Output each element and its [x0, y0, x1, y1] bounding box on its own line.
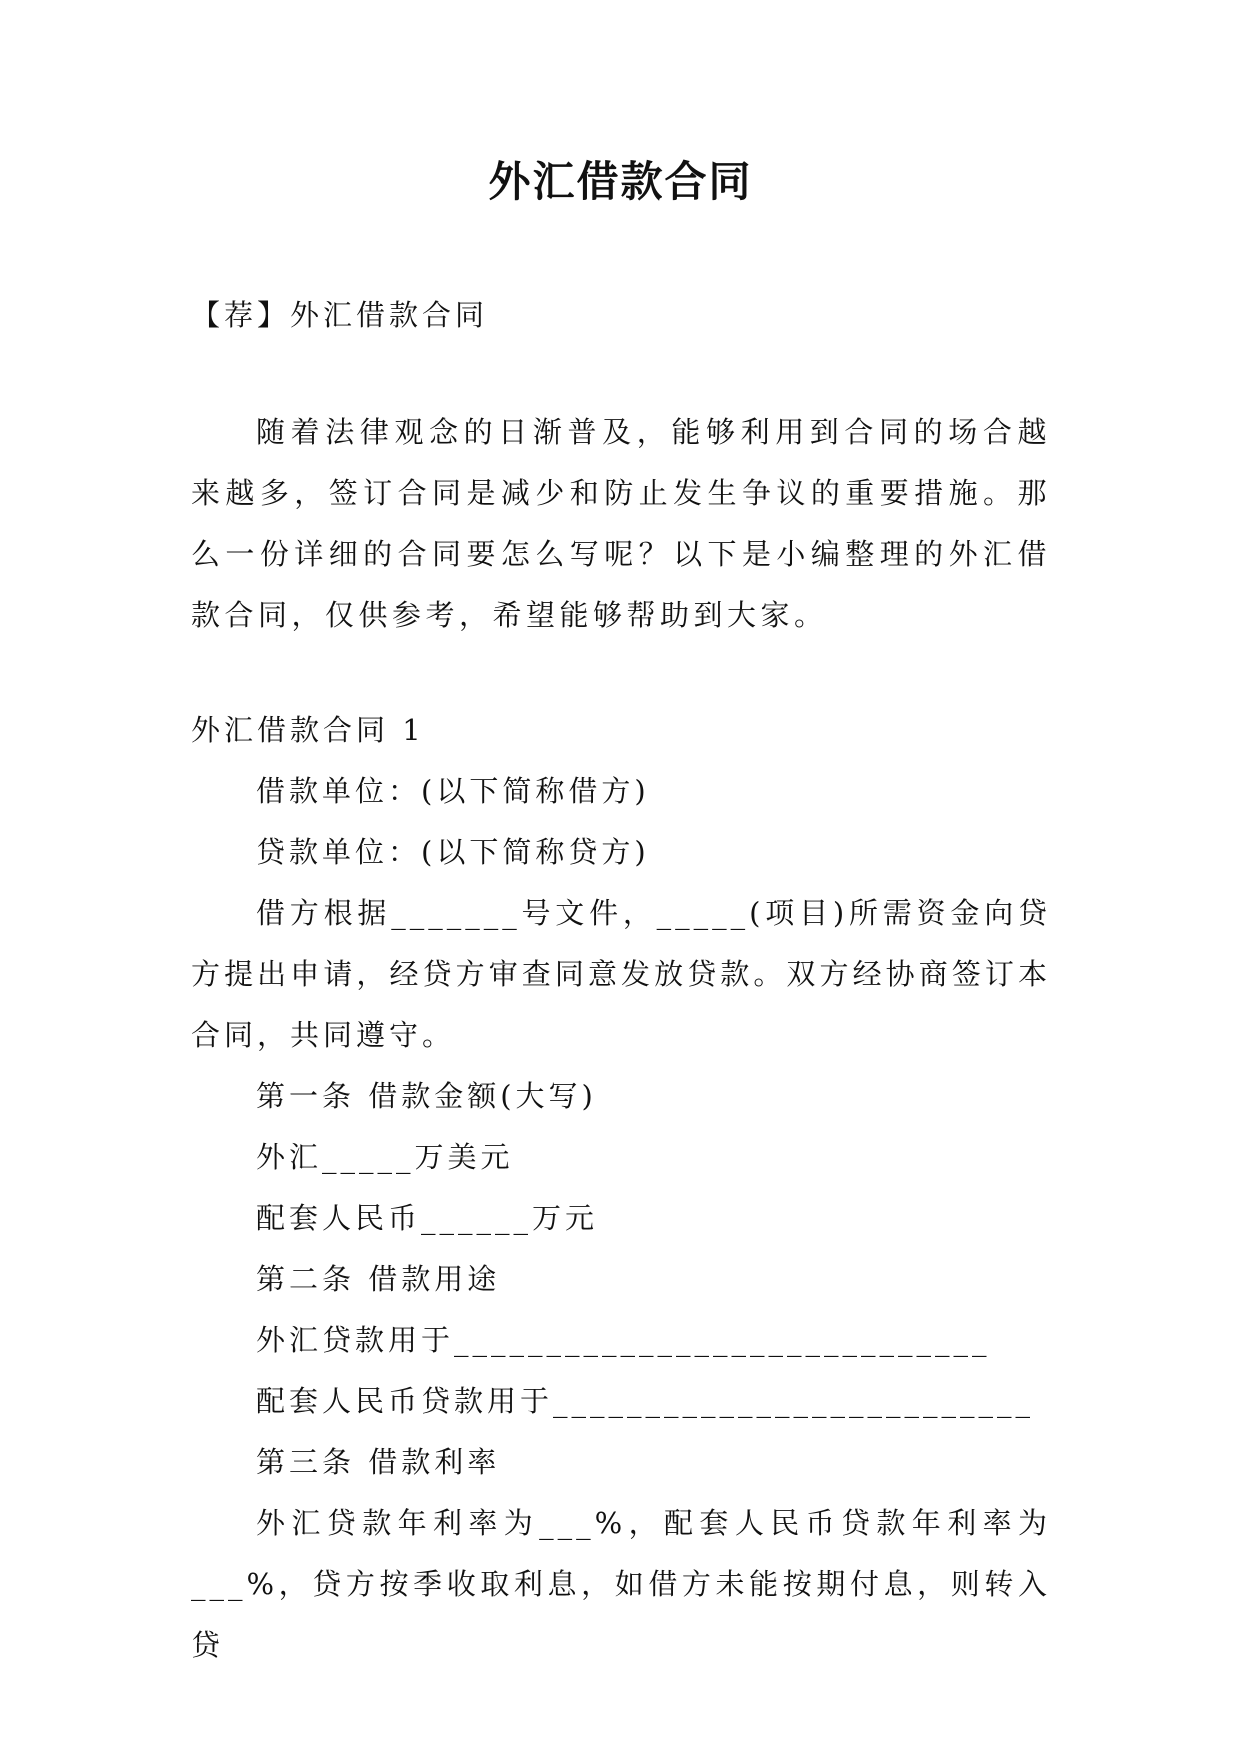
foreign-amount-line: 外汇_____万美元 [256, 1140, 514, 1174]
section-heading: 外汇借款合同 1 [191, 713, 425, 747]
lender-line: 贷款单位：(以下简称贷方) [256, 835, 650, 869]
article-1-heading: 第一条 借款金额(大写) [256, 1079, 597, 1113]
intro-paragraph: 随着法律观念的日渐普及，能够利用到合同的场合越来越多，签订合同是减少和防止发生争议的重要措施。那么一份详细的合同要怎么写呢？以下是小编整理的外汇借款合同，仅供参考，希望能够帮助到大家。 [191, 415, 1051, 632]
borrower-line: 借款单位：(以下简称借方) [256, 774, 650, 808]
document-title: 外汇借款合同 [488, 157, 753, 206]
contract-section [191, 700, 1051, 1676]
foreign-use-line: 外汇贷款用于_____________________________ [256, 1323, 991, 1357]
rmb-use-line: 配套人民币贷款用于__________________________ [256, 1384, 1035, 1418]
application-paragraph: 借方根据_______号文件，_____(项目)所需资金向贷方提出申请，经贷方审查同意发放贷款。双方经协商签订本合同，共同遵守。 [191, 896, 1051, 1052]
document-subtitle: 【荐】外汇借款合同 [191, 298, 489, 332]
rmb-amount-line: 配套人民币______万元 [256, 1201, 599, 1235]
interest-rate-paragraph: 外汇贷款年利率为___%，配套人民币贷款年利率为___%，贷方按季收取利息，如借方未能按期付息，则转入贷 [191, 1506, 1051, 1662]
article-3-heading: 第三条 借款利率 [256, 1445, 501, 1479]
article-2-heading: 第二条 借款用途 [256, 1262, 501, 1296]
